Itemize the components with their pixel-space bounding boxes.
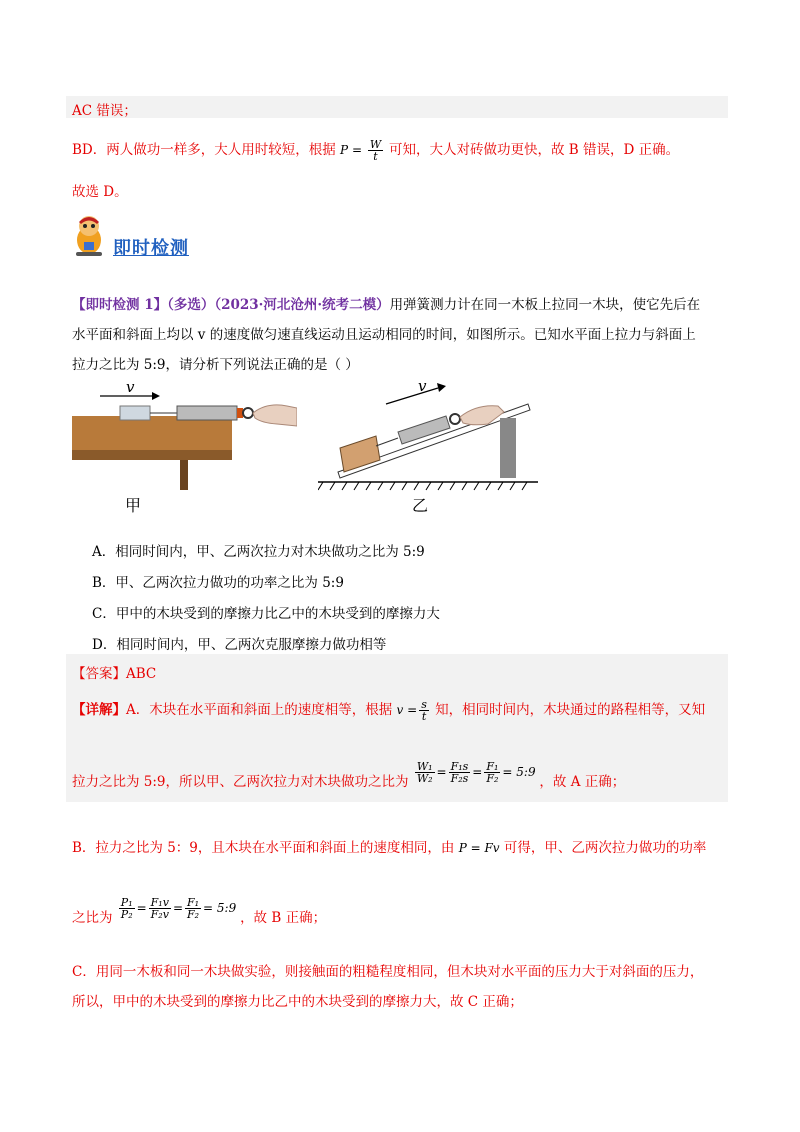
option-a[interactable]: A．相同时间内，甲、乙两次拉力对木块做功之比为 5:9 (92, 544, 425, 560)
prev-power-formula: P = $\frac{W}{t}$ (340, 138, 382, 163)
figure-yi-v-label: v (418, 377, 427, 395)
figure-jia-caption: 甲 (125, 496, 142, 515)
detail-c-line-2: 所以，甲中的木块受到的摩擦力比乙中的木块受到的摩擦力大，故 C 正确； (72, 994, 523, 1010)
power-formula: P = Fv (458, 841, 500, 855)
question-line-1 (72, 293, 700, 313)
power-ratio-f2: F₂ (187, 908, 200, 921)
velocity-formula-num: s (421, 698, 427, 711)
prev-ac-line: AC 错误； (72, 103, 137, 119)
prev-band-1 (66, 96, 728, 118)
formula-w: W (369, 138, 382, 151)
question-line-3: 拉力之比为 5:9，请分析下列说法正确的是（ ） (72, 357, 359, 373)
question-multi: （多选） (167, 297, 215, 313)
power-ratio-formula: $\frac{\text{P₁}}{\text{P₂}}$ = $\frac{\text{F₁v}}{\text{F₂v}}$ = $\frac{\text{F₁}}{\text{F₂}}$ = 5:9 (120, 896, 237, 921)
figure-jia-v-label: v (126, 378, 135, 396)
velocity-formula (396, 698, 431, 723)
detail-b-text-1: B．拉力之比为 5：9，且木块在水平面和斜面上的速度相同，由 (72, 840, 455, 856)
work-ratio-formula: $\frac{\text{W₁}}{\text{W₂}}$ = $\frac{\text{F₁s}}{\text{F₂s}}$ = $\frac{\text{F₁}}{\text{F₂}}$ = 5:9 (416, 760, 536, 785)
prev-bd-line (72, 138, 679, 162)
detail-b-text-2: 可得，甲、乙两次拉力做功的功率 (503, 840, 707, 856)
power-ratio-result: = 5:9 (203, 901, 237, 915)
question-line-2: 水平面和斜面上均以 v 的速度做匀速直线运动且运动相同的时间，如图所示。已知水平面上拉力与斜面上 (72, 327, 696, 343)
work-ratio-w1: W₁ (416, 760, 433, 773)
work-ratio-f2: F₂ (486, 772, 499, 785)
detail-b-text-3: 之比为 (72, 910, 113, 926)
work-ratio-result: = 5:9 (502, 765, 536, 779)
option-c[interactable]: C．甲中的木块受到的摩擦力比乙中的木块受到的摩擦力大 (92, 606, 440, 622)
mascot-icon (70, 212, 108, 258)
formula-t: t (373, 150, 378, 163)
detail-a-line-1 (72, 698, 705, 722)
velocity-formula-den: t (421, 710, 427, 723)
question-tag: 【即时检测 1】 (72, 297, 168, 313)
detail-a-text-1: A．木块在水平面和斜面上的速度相等，根据 (126, 702, 393, 718)
detail-b-line-2 (72, 896, 327, 930)
work-ratio-w2: W₂ (416, 772, 433, 785)
answer-line (72, 662, 156, 682)
work-ratio-f1s: F₁s (450, 760, 469, 773)
section-title: 即时检测 (113, 238, 189, 259)
question-source: （2023·河北沧州·统考二模） (214, 297, 390, 313)
detail-c-line-1: C．用同一木板和同一木块做实验，则接触面的粗糙程度相同，但木块对水平面的压力大于对斜面的压力， (72, 964, 704, 980)
prev-choose-line: 故选 D。 (72, 184, 128, 200)
detail-b-line-1 (72, 836, 706, 856)
power-ratio-p2: P₂ (120, 908, 133, 921)
power-ratio-f1: F₁ (187, 896, 200, 909)
detail-a-text-2: 知，相同时间内，木块通过的路程相等，又知 (435, 702, 706, 718)
detail-b-text-4: ，故 B 正确； (240, 910, 327, 926)
velocity-formula-lhs: v = (396, 703, 418, 717)
power-ratio-f2v: F₂v (150, 908, 169, 921)
detail-a-text-4: ，故 A 正确； (539, 774, 626, 790)
figure-yi (318, 376, 538, 496)
detail-label: 【详解】 (72, 702, 126, 718)
option-d[interactable]: D．相同时间内，甲、乙两次克服摩擦力做功相等 (92, 637, 387, 653)
figure-jia (72, 376, 297, 516)
option-b[interactable]: B．甲、乙两次拉力做功的功率之比为 5:9 (92, 575, 344, 591)
work-ratio-f2s: F₂s (450, 772, 469, 785)
figure-yi-caption: 乙 (412, 496, 429, 515)
detail-a-line-2 (72, 760, 626, 794)
detail-a-text-3: 拉力之比为 5:9，所以甲、乙两次拉力对木块做功之比为 (72, 774, 409, 790)
answer-value: ABC (126, 666, 157, 682)
formula-p: P (340, 143, 349, 157)
question-stem-1: 用弹簧测力计在同一木板上拉同一木块，使它先后在 (389, 297, 701, 313)
power-ratio-p1: P₁ (120, 896, 133, 909)
work-ratio-f1: F₁ (486, 760, 499, 773)
prev-bd-text-b: 可知，大人对砖做功更快，故 B 错误，D 正确。 (388, 142, 680, 158)
prev-bd-text-a: BD．两人做功一样多，大人用时较短，根据 (72, 142, 336, 158)
power-ratio-f1v: F₁v (150, 896, 169, 909)
answer-label: 【答案】 (72, 666, 126, 682)
